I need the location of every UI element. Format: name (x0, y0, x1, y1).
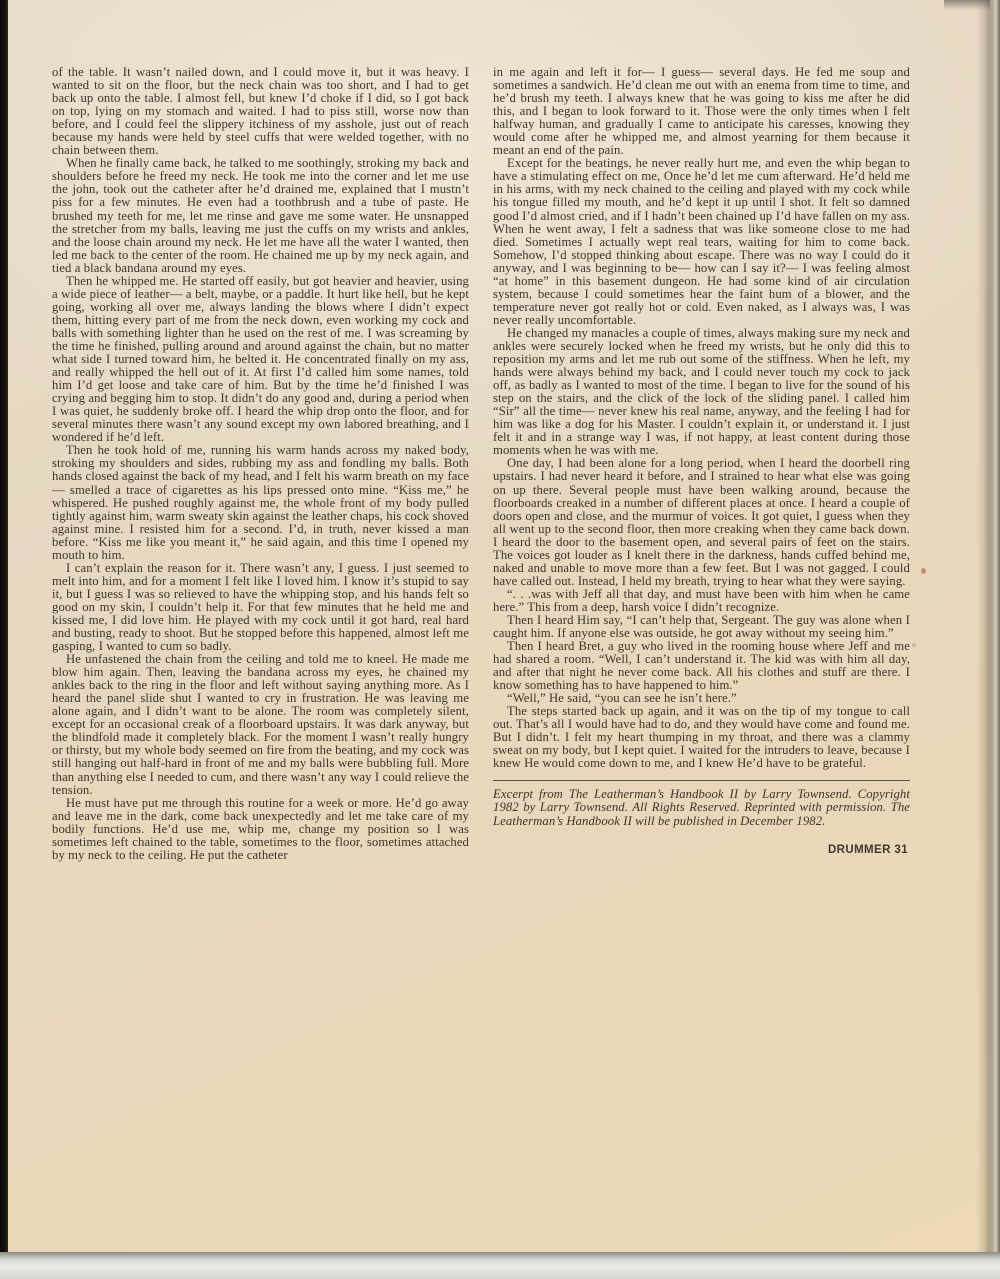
article-body (52, 66, 910, 862)
binding-edge (0, 0, 8, 1253)
article-paragraph: in me again and left it for— I guess— several days. He fed me soup and sometimes a sandwich. He’d clean me out with an enema from time to time, and he’d brush my teeth. I always knew that he was going to kiss me after he did this, and I began to look forward to it. Those were the only times when I felt halfway human, and gradually I came to anticipate his caresses, knowing they would come after he whipped me, and almost yearning for them because it meant an end of the pain. (493, 65, 910, 158)
corner-shadow (944, 0, 990, 10)
desk-surface (0, 1252, 1000, 1279)
article-paragraph: He must have put me through this routine for a week or more. He’d go away and leave me in the dark, come back unexpectedly and let me take care of my bodily functions. He’d use me, whip me, change my position so I was sometimes left chained to the table, sometimes to the floor, sometimes attached by my neck to the ceiling. He put the catheter (52, 795, 469, 862)
article-paragraph: When he finally came back, he talked to me soothingly, stroking my back and shoulders before he freed my neck. He took me into the corner and let me use the john, took out the catheter after he’d drained me, explained that I mustn’t piss for a few minutes. He even had a toothbrush and a tube of paste. He brushed my teeth for me, let me rinse and gave me some water. He unsnapped the stretcher from my balls, leaving me just the cuffs on my wrists and ankles, and the loose chain around my neck. He let me have all the water I wanted, then led me back to the center of the room. He chained me up by my neck again, and tied a black bandana around my eyes. (52, 156, 469, 275)
article-paragraph: He changed my manacles a couple of times, always making sure my neck and ankles were securely locked when he freed my wrists, but he only did this to reposition my arms and let me rub out some of the stiffness. When he left, my hands were always behind my back, and I could never touch my cock to jack off, as badly as I wanted to most of the time. I began to live for the sound of his step on the stairs, and the click of the lock of the sliding panel. I called him “Sir” all the time— never knew his real name, anyway, and the feeling I had for him was like a dog for his Master. I couldn’t explain it, or understand it. I just felt it and in a strange way I was, if not happy, at least content during those moments when he was with me. (493, 325, 910, 458)
article-paragraph: One day, I had been alone for a long period, when I heard the doorbell ring upstairs. I had never heard it before, and I strained to hear what else was going on up there. Several people must have been walking around, because the floorboards creaked in a number of different places at once. I heard a couple of doors open and close, and the murmur of voices. It got quiet, I guess when they all went up to the second floor, then more creaking when they came back down. I heard the door to the basement open, and several pairs of feet on the stairs. The voices got louder as I knelt there in the darkness, hands cuffed behind me, naked and unable to move more than a few feet. But I was not gagged. I could have called out. Instead, I held my breath, trying to hear what they were saying. (493, 456, 910, 588)
article-paragraph: Except for the beatings, he never really hurt me, and even the whip began to have a stimulating effect on me, Once he’d let me cum afterward. He’d held me in his arms, with my neck chained to the ceiling and played with my cock while his tongue filled my mouth, and he’d kept it up until I shot. It felt so damned good I’d almost cried, and if I hadn’t been chained up I’d have fallen on my ass. When he went away, I felt a sadness that was like someone close to me had died. Sometimes I actually wept real tears, waiting for him to come back. Somehow, I’d stopped thinking about escape. There was no way I could do it anyway, and I was beginning to be— how can I say it?— I was feeling almost “at home” in this basement dungeon. He had some kind of air circulation system, because I could sometimes hear the faint hum of a blower, and the temperature never got really hot or cold. Even naked, as I always was, I was never really uncomfortable. (493, 156, 910, 327)
article-paragraph: Then he whipped me. He started off easily, but got heavier and heavier, using a wide piece of leather— a belt, maybe, or a paddle. It hurt like hell, but he kept going, working all over me, always landing the blows where I didn’t expect them, hitting every part of me from the neck down, even working my cock and balls with something lighter than he used on the rest of me. I was screaming by the time he finished, pulling around and around against the chain, but no matter what side I turned toward him, he belted it. He concentrated finally on my ass, and really whipped the hell out of it. At first I’d called him some names, told him I’d get loose and take care of him. But by the time he’d finished I was crying and begging him to stop. It didn’t do any good and, during a period when I was quiet, he suddenly broke off. I heard the whip drop onto the floor, and for several minutes there wasn’t any sound except my own labored breathing, and I wondered if he’d left. (52, 273, 469, 445)
article-paragraph: “Well,” He said, “you can see he isn’t here.” (507, 691, 737, 706)
right-column (493, 66, 910, 862)
article-paragraph: The steps started back up again, and it was on the tip of my tongue to call out. That’s all I would have had to do, and they would have come and found me. But I didn’t. I felt my heart thumping in my throat, and there was a clammy sweat on my body, but I kept quiet. I waited for the intruders to leave, because I knew He would come down to me, and I knew He’d have to be grateful. (493, 704, 910, 771)
left-column (52, 66, 469, 862)
page-edge-right (976, 0, 1000, 1253)
footer-divider (493, 780, 910, 781)
paper-page (8, 0, 1000, 1253)
article-paragraph: Then I heard Him say, “I can’t help that, Sergeant. The guy was alone when I caught him. If anyone else was outside, he got away without my seeing him.” (493, 612, 910, 641)
article-paragraph: He unfastened the chain from the ceiling and told me to kneel. He made me blow him again. Then, leaving the bandana across my eyes, he chained my ankles back to the ring in the floor and left without saying anything more. As I heard the panel slide shut I wanted to cry in frustration. He was leaving me alone again, and I didn’t want to be alone. The room was completely silent, except for an occasional creak of a floorboard upstairs. It was dark anyway, but the blindfold made it completely black. For the moment I wasn’t really hungry or thirsty, but my whole body seemed on fire from the beating, and my cock was still hanging out half-hard in front of me and my balls were bubbling full. More than anything else I needed to cum, and there wasn’t any way I could relieve the tension. (52, 652, 469, 797)
page-number: DRUMMER 31 (827, 844, 908, 857)
article-paragraph: “. . .was with Jeff all that day, and must have been with him when he came here.” This from a deep, harsh voice I didn’t recognize. (493, 586, 910, 614)
copyright-note: Excerpt from The Leatherman’s Handbook II by Larry Townsend. Copyright 1982 by Larry Townsend. All Rights Reserved. Reprinted with permission. The Leatherman’s Handbook II will be published in December 1982. (493, 786, 910, 828)
article-paragraph: I can’t explain the reason for it. There wasn’t any, I guess. I just seemed to melt into him, and for a moment I felt like I loved him. I know it’s stupid to say it, but I guess I was so relieved to have the whipping stop, and his hands felt so good on my skin, I couldn’t help it. For that few minutes that he held me and kissed me, I did love him. He played with my cock until it got hard, real hard and busting, ready to shoot. But he stopped before this happened, almost left me gasping, I wanted to cum so badly. (52, 560, 469, 654)
paper-speck-small (912, 643, 916, 647)
article-paragraph: of the table. It wasn’t nailed down, and I could move it, but it was heavy. I wanted to sit on the floor, but the neck chain was too short, and I had to get back up onto the table. I almost fell, but knew I’d choke if I did, so I got back on top, lying on my stomach and waited. I had to piss still, worse now than before, and I could feel the slippery itchiness of my asshole, just out of reach because my hands were held by steel cuffs that were welded together, with no chain between them. (52, 65, 469, 158)
paper-speck (921, 568, 926, 574)
article-paragraph: Then he took hold of me, running his warm hands across my naked body, stroking my shoulders and sides, rubbing my ass and fondling my balls. Both hands closed against the back of my head, and I felt his warm breath on my face— smelled a trace of cigarettes as his lips pressed onto mine. “Kiss me,” he whispered. He pushed roughly against me, the whole front of my body pulled tightly against him, warm sweaty skin against the leather chaps, his cock shoved against mine. I resisted him for a second. I’d, in truth, never kissed a man before. “Kiss me like you meant it,” he said again, and this time I opened my mouth to him. (52, 443, 469, 562)
article-paragraph: Then I heard Bret, a guy who lived in the rooming house where Jeff and me had shared a room. “Well, I can’t understand it. The kid was with him all day, and after that night he never come back. All his clothes and stuff are there. I know something has to have happened to him.” (493, 639, 910, 693)
